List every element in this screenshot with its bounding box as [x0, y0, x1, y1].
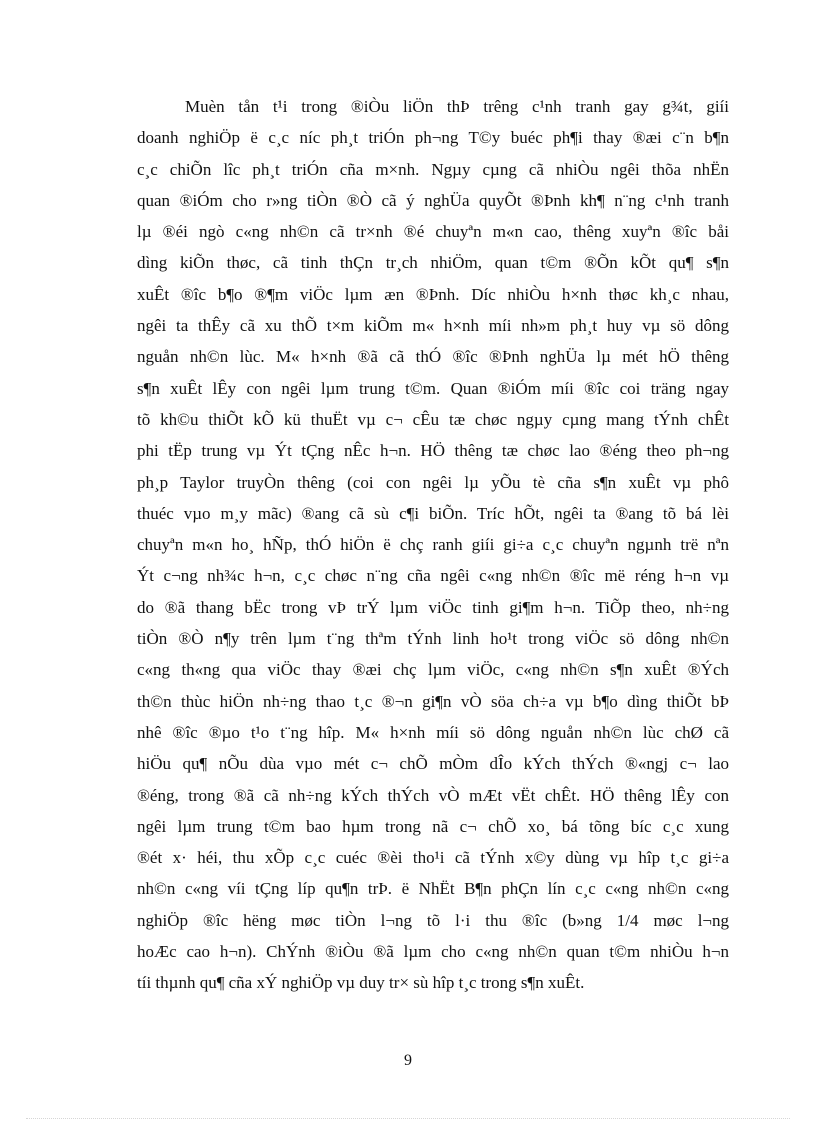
text-line: dìng kiÕn thøc, cã tinh thÇn tr¸ch nhiÖm, quan t©m ®Õn kÕt qu¶ s¶n	[137, 253, 729, 273]
text-line: c«ng th«ng qua viÖc thay ®æi chç lµm viÖc, c«ng nh©n s¶n xuÊt ®Ých	[137, 660, 729, 680]
text-line: s¶n xuÊt lÊy con ngêi lµm trung t©m. Quan ®iÓm míi ®îc coi träng ngay	[137, 378, 729, 398]
text-line: phi tËp trung vµ Ýt tÇng nÊc h¬n. HÖ thêng tæ chøc lao ®éng theo ph¬ng	[137, 441, 729, 461]
text-line: hiÖu qu¶ nÕu dùa vµo mét c¬ chÕ mÒm dÎo kÝch thÝch ®«ngj c¬ lao	[137, 754, 729, 774]
text-line: do ®ã thang bËc trong vÞ trÝ lµm viÖc tinh gi¶m h¬n. TiÕp theo, nh÷ng	[137, 597, 729, 617]
page-bottom-divider	[26, 1118, 790, 1119]
text-line: xuÊt ®îc b¶o ®¶m viÖc lµm æn ®Þnh. Díc nhiÒu h×nh thøc kh¸c nhau,	[137, 284, 729, 304]
text-line: doanh nghiÖp ë c¸c níc ph¸t triÓn ph¬ng T©y buéc ph¶i thay ®æi c¨n b¶n	[137, 128, 729, 148]
text-line: tíi thµnh qu¶ cña xÝ nghiÖp vµ duy tr× sù hîp t¸c trong s¶n xuÊt.	[137, 973, 585, 993]
text-line: thuéc vµo m¸y mãc) ®ang cã sù c¶i biÕn. Tríc hÕt, ngêi ta ®ang tõ bá lèi	[137, 503, 729, 523]
text-line: nguån nh©n lùc. M« h×nh ®ã cã thÓ ®îc ®Þnh nghÜa lµ mét hÖ thêng	[137, 347, 729, 367]
text-line: th©n thùc hiÖn nh÷ng thao t¸c ®¬n gi¶n vÒ söa ch÷a vµ b¶o dìng thiÕt bÞ	[137, 691, 729, 711]
text-line: quan ®iÓm cho r»ng tiÒn ®Ò cã ý nghÜa quyÕt ®Þnh kh¶ n¨ng c¹nh tranh	[137, 190, 729, 210]
text-line: ph¸p Taylor truyÒn thêng (coi con ngêi lµ yÕu tè cña s¶n xuÊt vµ phô	[137, 472, 729, 492]
text-line: ®ét x· héi, thu xÕp c¸c cuéc ®èi tho¹i cã tÝnh x©y dùng vµ hîp t¸c gi÷a	[137, 848, 729, 868]
text-line: ®éng, trong ®ã cã nh÷ng kÝch thÝch vÒ mÆt vËt chÊt. HÖ thêng lÊy con	[137, 785, 729, 805]
text-line: nhê ®îc ®µo t¹o t¨ng hîp. M« h×nh míi sö dông nguån nh©n lùc chØ cã	[137, 722, 729, 742]
text-line: Muèn tån t¹i trong ®iÒu liÖn thÞ trêng c¹nh tranh gay g¾t, giíi	[185, 97, 729, 116]
text-line: nh©n c«ng víi tÇng líp qu¶n trÞ. ë NhËt B¶n phÇn lín c¸c c«ng nh©n c«ng	[137, 879, 729, 899]
text-line: tõ kh©u thiÕt kÕ kü thuËt vµ c¬ cÊu tæ chøc ngµy cµng mang tÝnh chÊt	[137, 409, 729, 429]
text-line: chuyªn m«n ho¸ hÑp, thÓ hiÖn ë chç ranh giíi gi÷a c¸c chuyªn ngµnh trë nªn	[137, 535, 729, 555]
text-line: nghiÖp ®îc hëng møc tiÒn l¬ng tõ l·i thu ®îc (b»ng 1/4 møc l¬ng	[137, 910, 729, 930]
text-line: ngêi lµm trung t©m bao hµm trong nã c¬ chÕ xo¸ bá tõng bíc c¸c xung	[137, 816, 729, 836]
text-line: hoÆc cao h¬n). ChÝnh ®iÒu ®ã lµm cho c«ng nh©n quan t©m nhiÒu h¬n	[137, 942, 729, 962]
text-line: Ýt c¬ng nh¾c h¬n, c¸c chøc n¨ng cña ngêi c«ng nh©n ®îc më réng h¬n vµ	[137, 566, 729, 586]
body-paragraph	[137, 91, 729, 999]
text-line: tiÒn ®Ò n¶y trên lµm t¨ng thªm tÝnh linh ho¹t trong viÖc sö dông nh©n	[137, 629, 729, 649]
text-line: ngêi ta thÊy cã xu thÕ t×m kiÕm m« h×nh míi nh»m ph¸t huy vµ sö dông	[137, 316, 729, 336]
text-line: c¸c chiÕn lîc ph¸t triÓn cña m×nh. Ngµy cµng cã nhiÒu ngêi thõa nhËn	[137, 159, 729, 179]
text-line: lµ ®éi ngò c«ng nh©n cã tr×nh ®é chuyªn m«n cao, thêng xuyªn ®îc båi	[137, 222, 729, 242]
page-number: 9	[404, 1052, 412, 1069]
